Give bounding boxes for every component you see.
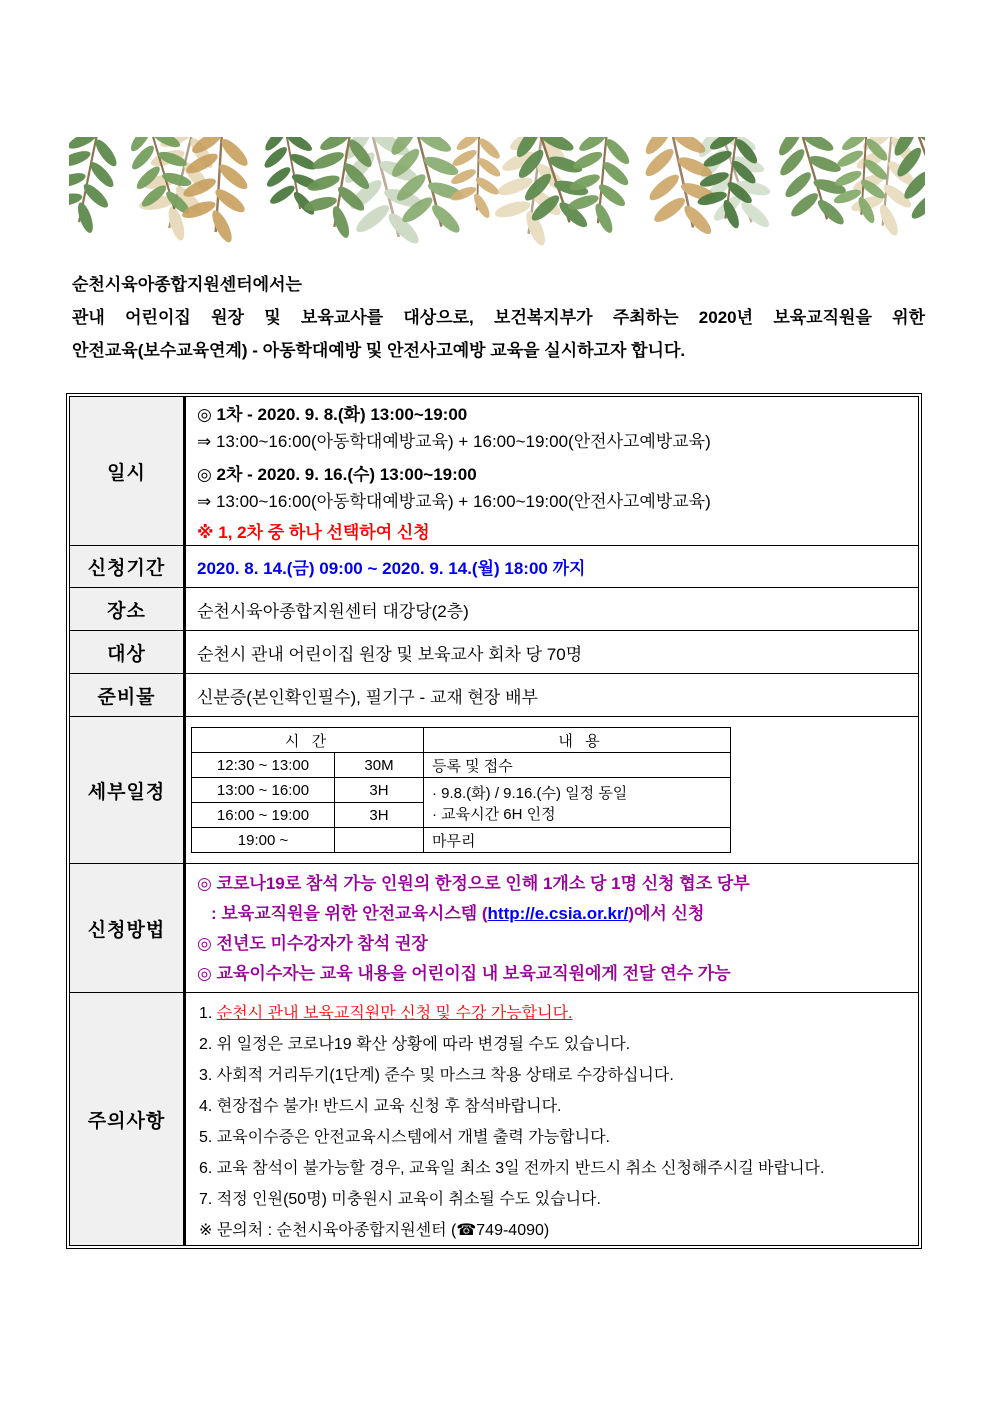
round1-detail: ⇒ 13:00~16:00(아동학대예방교육) + 16:00~19:00(안전사고예방교육) (197, 432, 711, 451)
caution-item-2-num: 2. (199, 1036, 213, 1053)
detail-merged-line-2: · 교육시간 6H 인정 (432, 805, 556, 823)
caution-item-4-num: 4. (199, 1098, 213, 1115)
supplies-value: 신분증(본인확인필수), 필기구 - 교재 현장 배부 (197, 687, 538, 707)
row-label-application-period: 신청기간 (70, 546, 186, 587)
row-label-application-method: 신청방법 (70, 864, 186, 992)
leaf-banner-icon (69, 137, 925, 262)
caution-item-3 (199, 1060, 912, 1091)
caution-item-4 (199, 1091, 912, 1122)
row-label-place: 장소 (70, 588, 186, 630)
caution-item-3-text: 사회적 거리두기(1단계) 준수 및 마스크 착용 상태로 수강하십니다. (216, 1067, 674, 1084)
caution-item-2 (199, 1029, 912, 1060)
detail-merged-line-1: · 9.8.(화) / 9.16.(수) 일정 동일 (432, 784, 628, 802)
round1-title: ◎ 1차 - 2020. 9. 8.(화) 13:00~19:00 (197, 405, 468, 424)
detail-dur-4 (335, 828, 424, 853)
detail-row-4 (192, 828, 731, 853)
table-row-datetime (70, 397, 918, 545)
intro-line-2: 관내 어린이집 원장 및 보육교사를 대상으로, 보건복지부가 주최하는 2020년 보육교직원을 위한 (72, 308, 925, 327)
round2-title: ◎ 2차 - 2020. 9. 16.(수) 13:00~19:00 (197, 465, 477, 484)
caution-item-7-text: 적정 인원(50명) 미충원시 교육이 취소될 수도 있습니다. (216, 1191, 601, 1208)
table-row-cautions (70, 992, 918, 1245)
row-content-application-method (186, 864, 918, 992)
row-content-application-period (186, 546, 918, 587)
intro-line-1: 순천시육아종합지원센터에서는 (72, 275, 302, 294)
method-item-1: ◎ 코로나19로 참석 가능 인원의 한정으로 인해 1개소 당 1명 신청 협조 당부 (197, 874, 750, 893)
caution-item-1-text: 순천시 관내 보육교직원만 신청 및 수강 가능합니다. (216, 1005, 573, 1022)
detail-header-content: 내 용 (424, 728, 731, 753)
round-select-note: ※ 1, 2차 중 하나 선택하여 신청 (197, 523, 430, 542)
row-content-target (186, 631, 918, 673)
table-row-application-method (70, 863, 918, 992)
row-label-detail-schedule: 세부일정 (70, 717, 186, 863)
round2-detail: ⇒ 13:00~16:00(아동학대예방교육) + 16:00~19:00(안전사고예방교육) (197, 492, 711, 511)
info-table (66, 393, 922, 1249)
detail-content-merged (424, 778, 731, 828)
caution-item-7-num: 7. (199, 1191, 213, 1208)
detail-time-3: 16:00 ~ 19:00 (192, 803, 335, 828)
row-content-supplies (186, 674, 918, 716)
caution-item-7 (199, 1184, 912, 1215)
method-item-1-sub-suffix: )에서 신청 (628, 904, 705, 923)
detail-content-1: 등록 및 접수 (424, 753, 731, 778)
caution-item-1 (199, 998, 912, 1029)
detail-dur-1: 30M (335, 753, 424, 778)
safety-education-system-link[interactable]: http://e.csia.or.kr/ (487, 904, 629, 923)
application-period-value: 2020. 8. 14.(금) 09:00 ~ 2020. 9. 14.(월) 18:00 까지 (197, 559, 586, 578)
intro-line-3: 안전교육(보수교육연계) - 아동학대예방 및 안전사고예방 교육을 실시하고자 합니다. (72, 341, 686, 360)
row-content-detail-schedule (186, 717, 918, 863)
detail-row-1 (192, 753, 731, 778)
row-content-place (186, 588, 918, 630)
detail-time-4: 19:00 ~ (192, 828, 335, 853)
caution-item-4-text: 현장접수 불가! 반드시 교육 신청 후 참석바랍니다. (216, 1098, 562, 1115)
detail-time-2: 13:00 ~ 16:00 (192, 778, 335, 803)
detail-schedule-table (191, 727, 731, 853)
caution-item-3-num: 3. (199, 1067, 213, 1084)
row-label-datetime: 일시 (70, 397, 186, 545)
detail-header-row (192, 728, 731, 753)
row-content-cautions (186, 993, 918, 1245)
row-label-supplies: 준비물 (70, 674, 186, 716)
caution-item-5-num: 5. (199, 1129, 213, 1146)
detail-time-1: 12:30 ~ 13:00 (192, 753, 335, 778)
target-value: 순천시 관내 어린이집 원장 및 보육교사 회차 당 70명 (197, 644, 583, 664)
table-row-detail-schedule (70, 716, 918, 863)
row-content-datetime (186, 397, 918, 545)
method-item-1-sub-prefix: : 보육교직원을 위한 안전교육시스템 ( (211, 904, 488, 923)
detail-content-4: 마무리 (424, 828, 731, 853)
caution-item-5-text: 교육이수증은 안전교육시스템에서 개별 출력 가능합니다. (216, 1129, 610, 1146)
caution-contact: ※ 문의처 : 순천시육아종합지원센터 (☎749-4090) (199, 1222, 550, 1239)
caution-item-5 (199, 1122, 912, 1153)
caution-item-6 (199, 1153, 912, 1184)
table-row-target (70, 630, 918, 673)
caution-item-2-text: 위 일정은 코로나19 확산 상황에 따라 변경될 수도 있습니다. (216, 1036, 631, 1053)
row-label-cautions: 주의사항 (70, 993, 186, 1245)
row-label-target: 대상 (70, 631, 186, 673)
table-row-application-period (70, 545, 918, 587)
place-value: 순천시육아종합지원센터 대강당(2층) (197, 601, 469, 621)
table-row-place (70, 587, 918, 630)
detail-dur-2: 3H (335, 778, 424, 803)
method-item-3: ◎ 교육이수자는 교육 내용을 어린이집 내 보육교직원에게 전달 연수 가능 (197, 964, 731, 983)
table-row-supplies (70, 673, 918, 716)
caution-item-6-num: 6. (199, 1160, 213, 1177)
detail-dur-3: 3H (335, 803, 424, 828)
detail-header-time: 시 간 (192, 728, 424, 753)
intro-paragraph (72, 268, 925, 367)
method-item-2: ◎ 전년도 미수강자가 참석 권장 (197, 934, 428, 953)
caution-item-1-num: 1. (199, 1005, 213, 1022)
detail-row-2 (192, 778, 731, 803)
method-item-1-sub (197, 899, 912, 929)
caution-item-6-text: 교육 참석이 불가능할 경우, 교육일 최소 3일 전까지 반드시 취소 신청해주시길 바랍니다. (216, 1160, 825, 1177)
